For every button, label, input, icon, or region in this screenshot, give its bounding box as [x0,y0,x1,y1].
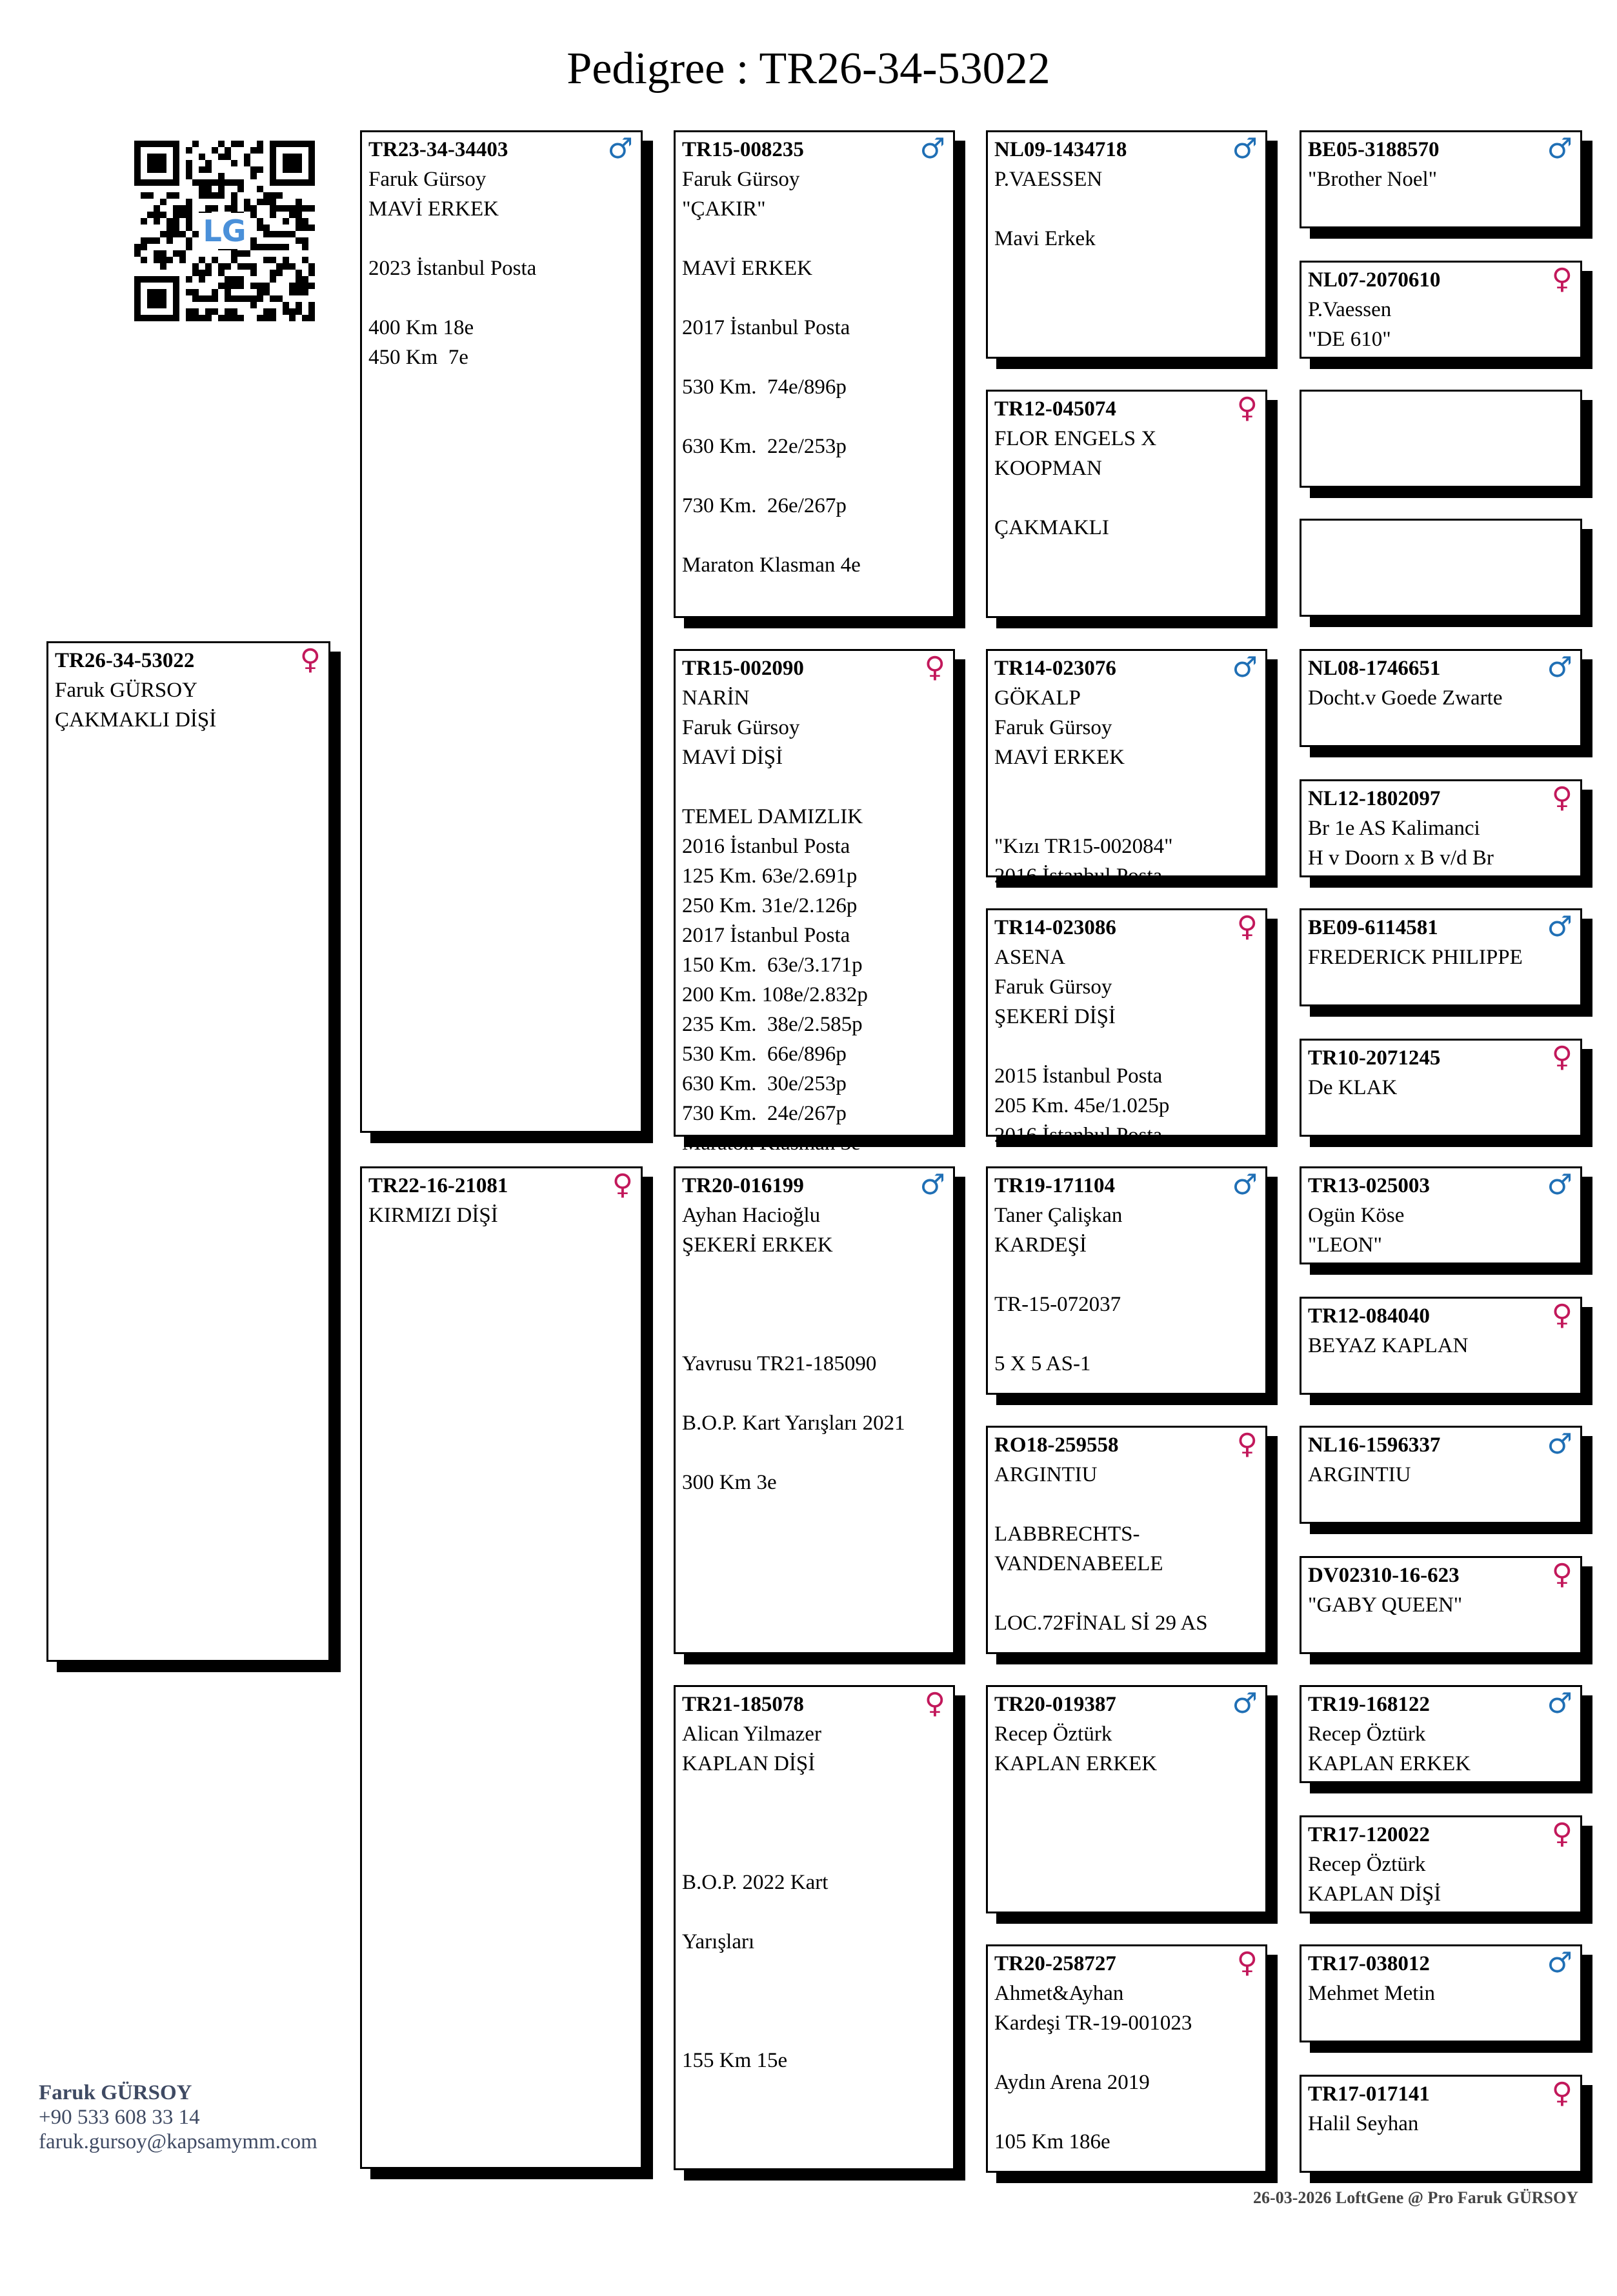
ring-number: TR17-017141 [1308,2082,1430,2106]
g3-ancestor-card[interactable] [1300,1815,1582,1913]
bird-info-line: Maraton Klasman 4e [682,554,861,577]
bird-info-line [994,483,1259,513]
ring-number: BE05-3188570 [1308,138,1440,161]
female-symbol-icon: ♀ [1551,1558,1572,1591]
male-symbol-icon: ♂ [1547,1428,1572,1461]
bird-info-line: MAVİ DİŞİ [682,746,783,769]
ring-number: TR19-168122 [1308,1693,1430,1716]
ring-number: TR19-171104 [994,1174,1116,1197]
bird-info-line: ARGINTIU [994,1463,1098,1486]
ring-number: TR13-025003 [1308,1174,1430,1197]
bird-info-line: MAVİ ERKEK [368,197,499,221]
bird-info-line: Faruk Gürsoy [368,168,487,191]
bird-info-line [682,1379,947,1408]
bird-info-line: TR-15-072037 [994,1293,1121,1316]
bird-info-line [682,1957,947,1986]
bird-info-line: Mavi Erkek [994,227,1096,250]
bird-info-line: 125 Km. 63e/2.691p [682,864,858,888]
bird-info-line: 105 Km 186e [994,2130,1110,2153]
bird-info-line: Taner Çalişkan [994,1204,1123,1227]
ring-number: TR20-258727 [994,1952,1116,1975]
bird-info-line: 630 Km. 22e/253p [682,435,847,458]
male-symbol-icon: ♂ [1547,1687,1572,1720]
bird-info-line: 2023 İstanbul Posta [368,257,537,280]
bird-info-line: 205 Km. 45e/1.025p [994,1094,1170,1117]
bird-info-line: KAPLAN DİŞİ [1308,1882,1441,1906]
bird-info-line [994,2038,1259,2068]
ring-number: DV02310-16-623 [1308,1564,1460,1587]
ring-number: TR23-34-34403 [368,138,508,161]
footer-credit: 26-03-2026 LoftGene @ Pro Faruk GÜRSOY [1253,2188,1578,2207]
breeder-email[interactable]: faruk.gursoy@kapsamymm.com [39,2130,317,2153]
female-symbol-icon: ♀ [924,651,945,684]
page-title: Pedigree : TR26-34-53022 [567,44,1050,94]
g3-ancestor-card[interactable] [1300,1039,1582,1137]
bird-info-line [994,1579,1259,1608]
g3-ancestor-card[interactable] [1300,261,1582,359]
g3-ancestor-card[interactable] [1300,130,1582,228]
great-grandparent-card[interactable] [986,1166,1267,1395]
male-symbol-icon: ♂ [919,132,945,165]
ring-number: TR14-023086 [994,916,1116,939]
bird-info-line [682,2016,947,2046]
bird-info-line: 235 Km. 38e/2.585p [682,1013,863,1036]
bird-info-line [682,1986,947,2016]
female-symbol-icon: ♀ [1551,1817,1572,1850]
sire-card[interactable] [360,130,643,1133]
grandparent-card[interactable] [674,1166,955,1654]
bird-info-line: Docht.v Goede Zwarte [1308,686,1503,710]
bird-info-line: Faruk Gürsoy [682,716,800,739]
bird-info-line: 530 Km. 74e/896p [682,375,847,399]
female-symbol-icon: ♀ [1236,392,1258,424]
breeder-contact [39,2081,317,2154]
ring-number: TR20-019387 [994,1693,1116,1716]
ring-number: TR10-2071245 [1308,1046,1441,1070]
bird-info-line [368,283,634,313]
bird-info-line: Alican Yilmazer [682,1722,821,1746]
bird-info-line: ÇAKMAKLI [994,516,1109,539]
bird-info-line: ŞEKERİ DİŞİ [994,1005,1116,1028]
bird-info-line [682,1438,947,1468]
bird-info-line: FLOR ENGELS X [994,427,1157,450]
bird-info-line: Faruk Gürsoy [682,168,800,191]
bird-info-line: 730 Km. 26e/267p [682,494,847,517]
bird-info-line: KARDEŞİ [994,1233,1087,1257]
male-symbol-icon: ♂ [1547,1946,1572,1979]
great-grandparent-card[interactable] [986,130,1267,359]
great-grandparent-card[interactable] [986,1685,1267,1913]
male-symbol-icon: ♂ [607,132,633,165]
bird-info-line: KOOPMAN [994,457,1102,480]
bird-info-line: Faruk GÜRSOY [55,679,197,702]
female-symbol-icon: ♀ [1551,2077,1572,2110]
bird-info-line: TEMEL DAMIZLIK [682,805,863,828]
bird-info-line: "DE 610" [1308,328,1391,351]
breeder-phone[interactable]: +90 533 608 33 14 [39,2106,200,2129]
bird-info-line: 200 Km. 108e/2.832p [682,983,868,1006]
ring-number: BE09-6114581 [1308,916,1438,939]
bird-info-line: ÇAKMAKLI DİŞİ [55,708,217,732]
bird-info-line [682,1319,947,1349]
bird-info-line: Recep Öztürk [994,1722,1112,1746]
bird-info-line: 150 Km. 63e/3.171p [682,953,863,977]
bird-info-line [682,343,947,372]
qr-logo: LG [203,214,246,248]
bird-info-line [994,1490,1259,1519]
bird-info-line: 2017 İstanbul Posta [682,316,850,339]
bird-info-line: Maraton Klasman 3e [682,1132,861,1155]
bird-info-line: H v Doorn x B v/d Br [1308,846,1494,870]
bird-info-line: 300 Km 3e [682,1471,777,1494]
great-grandparent-card[interactable] [986,649,1267,888]
g3-ancestor-card[interactable] [1300,908,1582,1006]
great-grandparent-card[interactable] [986,390,1267,618]
ring-number: TR12-084040 [1308,1304,1430,1328]
bird-info-line: P.Vaessen [1308,298,1392,321]
bird-info-line [994,1032,1259,1061]
bird-info-line: ASENA [994,946,1066,969]
bird-info-line [682,224,947,254]
bird-info-line: Aydın Arena 2019 [994,2071,1150,2094]
bird-info-line: Faruk Gürsoy [994,975,1112,999]
bird-info-line [682,1779,947,1808]
bird-info-line: 155 Km 15e [682,2049,788,2072]
g3-ancestor-card[interactable] [1300,779,1582,877]
female-symbol-icon: ♀ [1551,781,1572,814]
bird-info-line: Kardeşi TR-19-001023 [994,2011,1192,2035]
male-symbol-icon: ♂ [1232,1687,1258,1720]
bird-info-line: GÖKALP [994,686,1081,710]
bird-info-line: De KLAK [1308,1076,1398,1099]
ring-number: NL16-1596337 [1308,1433,1441,1457]
ring-number: NL12-1802097 [1308,787,1441,810]
g3-ancestor-card[interactable] [1300,2075,1582,2173]
dam-card[interactable] [360,1166,643,2169]
male-symbol-icon: ♂ [1547,910,1572,943]
bird-info-line: 450 Km 7e [368,346,468,369]
bird-info-line: MAVİ ERKEK [682,257,812,280]
male-symbol-icon: ♂ [1547,1168,1572,1201]
ring-number: TR20-016199 [682,1174,804,1197]
bird-info-line: 2016 İstanbul Posta [994,1124,1163,1147]
grandparent-card[interactable] [674,130,955,618]
grandparent-card[interactable] [674,1685,955,2170]
bird-info-line: "GABY QUEEN" [1308,1593,1463,1617]
ring-number: TR15-008235 [682,138,804,161]
bird-info-line: Mehmet Metin [1308,1982,1436,2005]
bird-info-line [682,1808,947,1838]
bird-info-line: 730 Km. 24e/267p [682,1102,847,1125]
female-symbol-icon: ♀ [1236,910,1258,943]
bird-info-line: NARİN [682,686,750,710]
bird-info-line [994,1319,1259,1349]
bird-info-line: P.VAESSEN [994,168,1103,191]
bird-info-line: "ÇAKIR" [682,197,766,221]
g3-ancestor-card[interactable] [1300,1685,1582,1783]
ring-number: TR14-023076 [994,657,1116,680]
bird-info-line: Yavrusu TR21-185090 [682,1352,877,1375]
bird-info-line: "Kızı TR15-002084" [994,835,1173,858]
bird-info-line: Ahmet&Ayhan [994,1982,1124,2005]
bird-info-line [994,772,1259,802]
male-symbol-icon: ♂ [1232,132,1258,165]
bird-info-line: 5 X 5 AS-1 [994,1352,1091,1375]
bird-info-line: Ogün Köse [1308,1204,1405,1227]
ring-number: TR21-185078 [682,1693,804,1716]
bird-info-line: 530 Km. 66e/896p [682,1043,847,1066]
g3-ancestor-card[interactable] [1300,1944,1582,2042]
female-symbol-icon: ♀ [1236,1428,1258,1461]
great-grandparent-card[interactable] [986,1426,1267,1654]
qr-code-icon [134,141,315,321]
great-grandparent-card[interactable] [986,1944,1267,2173]
female-symbol-icon: ♀ [1551,263,1572,295]
female-symbol-icon: ♀ [924,1687,945,1720]
bird-info-line: BEYAZ KAPLAN [1308,1334,1469,1357]
bird-info-line: MAVİ ERKEK [994,746,1125,769]
bird-info-line [994,194,1259,224]
ring-number: TR26-34-53022 [55,649,195,672]
female-symbol-icon: ♀ [612,1168,633,1201]
bird-info-line: 2015 İstanbul Posta [994,1064,1163,1088]
female-symbol-icon: ♀ [1551,1299,1572,1332]
ring-number: TR12-045074 [994,397,1116,421]
g3-ancestor-card[interactable] [1300,649,1582,747]
bird-info-line: ARGINTIU [1308,1463,1411,1486]
bird-info-line: FREDERICK PHILIPPE [1308,946,1523,969]
bird-info-line: B.O.P. 2022 Kart [682,1871,829,1894]
g3-ancestor-card[interactable] [1300,519,1582,617]
bird-info-line [994,2097,1259,2127]
male-symbol-icon: ♂ [1232,1168,1258,1201]
grandparent-card[interactable] [674,649,955,1155]
ring-number: NL09-1434718 [994,138,1127,161]
bird-info-line: Faruk Gürsoy [994,716,1112,739]
male-symbol-icon: ♂ [1232,651,1258,684]
bird-info-line: Halil Seyhan [1308,2112,1419,2135]
bird-info-line: ŞEKERİ ERKEK [682,1233,833,1257]
g3-ancestor-card[interactable] [1300,1166,1582,1264]
bird-info-line [682,1838,947,1868]
bird-info-line [682,1290,947,1319]
bird-info-line: 2016 İstanbul Posta [682,835,850,858]
subject-bird-card[interactable] [46,641,330,1662]
bird-info-line: Recep Öztürk [1308,1853,1426,1876]
bird-info-line [682,1897,947,1927]
bird-info-line: "Brother Noel" [1308,168,1438,191]
male-symbol-icon: ♂ [919,1168,945,1201]
bird-info-line: 250 Km. 31e/2.126p [682,894,858,917]
bird-info-line [994,1260,1259,1290]
ring-number: NL08-1746651 [1308,657,1441,680]
breeder-name: Faruk GÜRSOY [39,2081,192,2104]
ring-number: NL07-2070610 [1308,268,1441,292]
bird-info-line: Recep Öztürk [1308,1722,1426,1746]
bird-info-line: KAPLAN ERKEK [1308,1752,1471,1775]
bird-info-line: KIRMIZI DİŞİ [368,1204,498,1227]
female-symbol-icon: ♀ [1236,1946,1258,1979]
ring-number: TR15-002090 [682,657,804,680]
bird-info-line [682,402,947,432]
male-symbol-icon: ♂ [1547,651,1572,684]
bird-info-line: KAPLAN ERKEK [994,1752,1158,1775]
bird-info-line [682,283,947,313]
g3-ancestor-card[interactable] [1300,390,1582,488]
g3-ancestor-card[interactable] [1300,1426,1582,1524]
bird-info-line: KAPLAN DİŞİ [682,1752,816,1775]
g3-ancestor-card[interactable] [1300,1556,1582,1654]
great-grandparent-card[interactable] [986,908,1267,1147]
bird-info-line: Ayhan Hacioğlu [682,1204,821,1227]
bird-info-line [682,521,947,550]
female-symbol-icon: ♀ [1551,1041,1572,1073]
bird-info-line: 2016 İstanbul Posta [994,864,1163,888]
bird-info-line [682,1260,947,1290]
bird-info-line: LABBRECHTS- [994,1522,1140,1546]
bird-info-line: Br 1e AS Kalimanci [1308,817,1480,840]
bird-info-line: B.O.P. Kart Yarışları 2021 [682,1412,905,1435]
bird-info-line: "LEON" [1308,1233,1382,1257]
male-symbol-icon: ♂ [1547,132,1572,165]
bird-info-line: LOC.72FİNAL Sİ 29 AS [994,1612,1208,1635]
bird-info-line [682,772,947,802]
g3-ancestor-card[interactable] [1300,1297,1582,1395]
ring-number: RO18-259558 [994,1433,1119,1457]
bird-info-line [368,224,634,254]
bird-info-line: 2017 İstanbul Posta [682,924,850,947]
bird-info-line: VANDENABEELE [994,1552,1163,1575]
bird-info-line: 630 Km. 30e/253p [682,1072,847,1095]
bird-info-line [682,461,947,491]
ring-number: TR17-038012 [1308,1952,1430,1975]
ring-number: TR17-120022 [1308,1823,1430,1846]
ring-number: TR22-16-21081 [368,1174,508,1197]
bird-info-line: 400 Km 18e [368,316,474,339]
bird-info-line [994,802,1259,832]
female-symbol-icon: ♀ [299,643,321,676]
bird-info-line: Yarışları [682,1930,755,1953]
